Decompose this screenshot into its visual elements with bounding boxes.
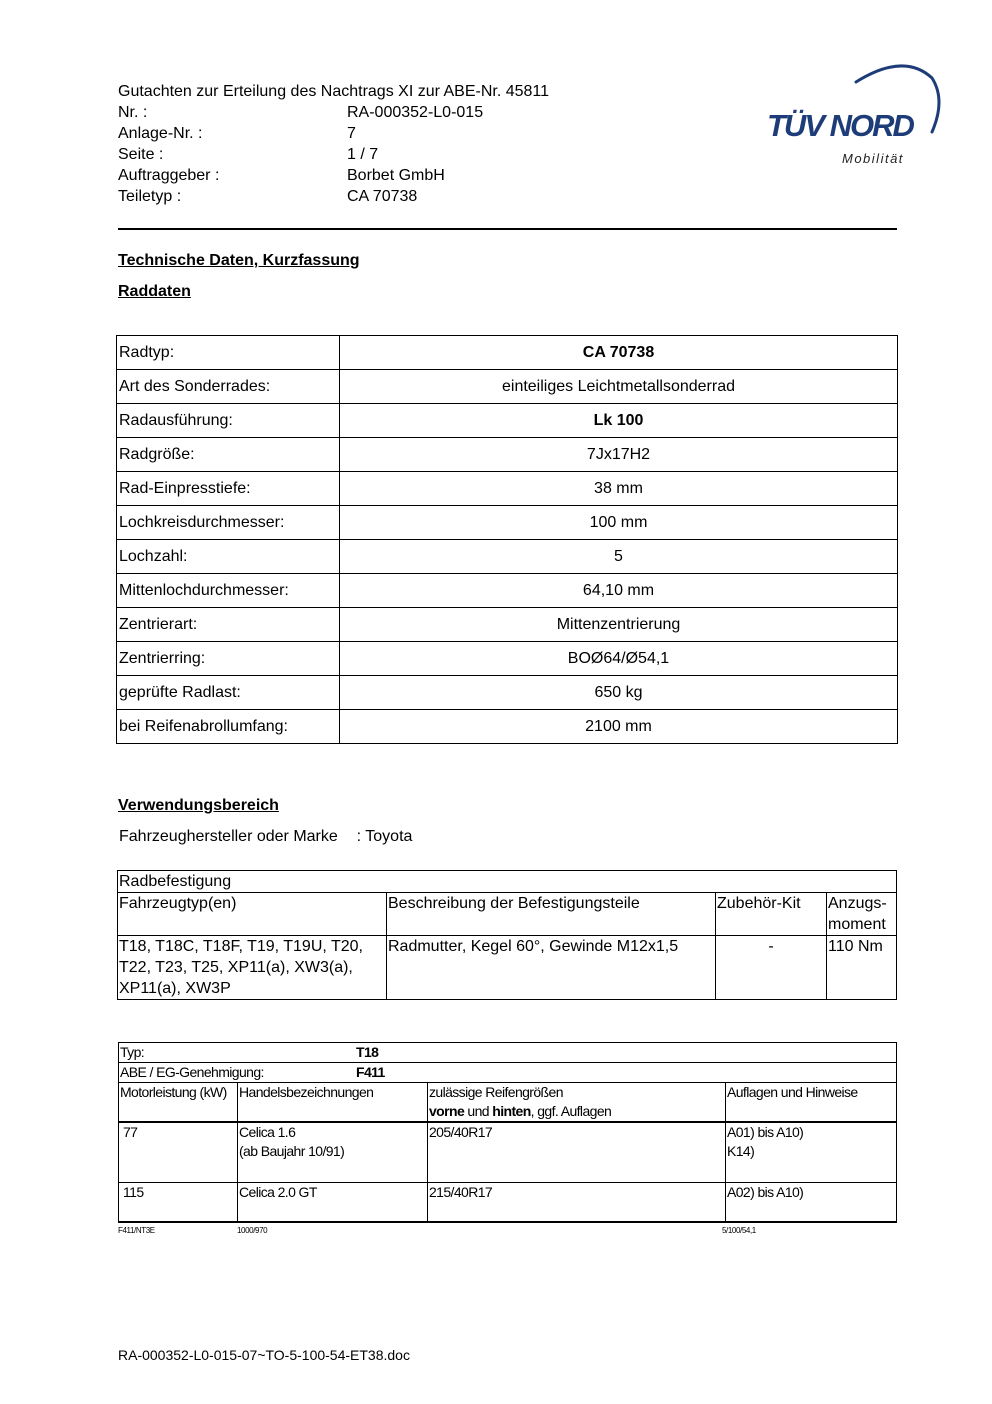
manufacturer-line <box>119 828 412 846</box>
row-label: Lochzahl: <box>117 540 340 574</box>
row-value: 7Jx17H2 <box>340 438 898 472</box>
table-row <box>117 336 898 370</box>
table-row <box>117 438 898 472</box>
tires-header-line1: zulässige Reifengrößen <box>429 1084 563 1100</box>
report-title: Gutachten zur Erteilung des Nachtrags XI zur ABE-Nr. 45811 <box>118 83 550 100</box>
section-title: Technische Daten, Kurzfassung <box>118 252 360 269</box>
row-value: CA 70738 <box>340 336 898 370</box>
header-moment-line1: Anzugs- <box>828 895 887 912</box>
header-cell-tires <box>428 1083 726 1123</box>
notes-line2: K14) <box>727 1143 755 1159</box>
table-row <box>117 472 898 506</box>
table-row <box>118 936 897 1000</box>
header-row-teiletyp <box>118 186 549 207</box>
header-value: CA 70738 <box>347 188 418 205</box>
kit-cell: - <box>716 936 827 1000</box>
row-value: 100 mm <box>340 506 898 540</box>
typ-table <box>118 1042 897 1223</box>
raddaten-table <box>116 335 898 744</box>
row-label: geprüfte Radlast: <box>117 676 340 710</box>
header-cell: Handelsbezeichnungen <box>238 1083 428 1123</box>
logo-wordmark: TÜV NORD <box>767 108 913 143</box>
table-caption: Radbefestigung <box>118 871 897 893</box>
notes-cell: A02) bis A10) <box>726 1183 897 1223</box>
footer-code-right: 5/100/54,1 <box>722 1226 756 1235</box>
row-value: Lk 100 <box>340 404 898 438</box>
table-row <box>118 871 897 893</box>
row-label: Mittenlochdurchmesser: <box>117 574 340 608</box>
tires-rest: , ggf. Auflagen <box>530 1103 612 1119</box>
table-row <box>117 370 898 404</box>
footer-code-left: F411/NT3E <box>118 1226 155 1235</box>
tires-rear: hinten <box>492 1103 531 1119</box>
row-label: Radgröße: <box>117 438 340 472</box>
table-row <box>117 506 898 540</box>
verwendung-title: Verwendungsbereich <box>118 797 279 814</box>
row-value: 5 <box>340 540 898 574</box>
row-label: Art des Sonderrades: <box>117 370 340 404</box>
header-row-seite <box>118 144 549 165</box>
header-cell-moment <box>827 893 897 936</box>
row-label: bei Reifenabrollumfang: <box>117 710 340 744</box>
typ-header-row <box>119 1083 897 1123</box>
header-value: 1 / 7 <box>347 146 379 163</box>
typ-row <box>119 1043 897 1063</box>
header-cell: Motorleistung (kW) <box>119 1083 238 1123</box>
abe-label: ABE / EG-Genehmigung: <box>120 1064 264 1080</box>
header-key: Seite : <box>118 146 164 163</box>
tuev-nord-logo <box>764 60 944 172</box>
manufacturer-label: Fahrzeughersteller oder Marke <box>119 828 338 845</box>
abe-row <box>119 1063 897 1083</box>
row-value: Mittenzentrierung <box>340 608 898 642</box>
manufacturer-value: Toyota <box>365 828 413 845</box>
header-moment-line2: moment <box>828 916 886 933</box>
row-label: Lochkreisdurchmesser: <box>117 506 340 540</box>
table-row <box>117 710 898 744</box>
table-row <box>117 676 898 710</box>
row-label: Radtyp: <box>117 336 340 370</box>
power-cell: 77 <box>119 1122 238 1183</box>
header-divider <box>118 228 897 230</box>
table-row <box>119 1183 897 1223</box>
header-key: Auftraggeber : <box>118 167 220 184</box>
typ-label: Typ: <box>120 1044 145 1060</box>
raddaten-title: Raddaten <box>118 283 191 300</box>
abe-line <box>119 1063 897 1083</box>
header-cell: Beschreibung der Befestigungsteile <box>387 893 716 936</box>
header-value: Borbet GmbH <box>347 167 445 184</box>
table-row <box>117 404 898 438</box>
notes-cell <box>726 1122 897 1183</box>
row-value: 38 mm <box>340 472 898 506</box>
footer-code-middle: 1000/970 <box>237 1226 268 1235</box>
table-header-row <box>118 893 897 936</box>
logo-subtitle: Mobilität <box>842 151 904 166</box>
table-row <box>119 1122 897 1183</box>
manufacturer-separator: : <box>356 828 362 845</box>
row-label: Rad-Einpresstiefe: <box>117 472 340 506</box>
row-value: 2100 mm <box>340 710 898 744</box>
header-row-anlage <box>118 123 549 144</box>
power-cell: 115 <box>119 1183 238 1223</box>
row-value: 64,10 mm <box>340 574 898 608</box>
description-cell: Radmutter, Kegel 60°, Gewinde M12x1,5 <box>387 936 716 1000</box>
header-key: Nr. : <box>118 104 148 121</box>
trade-cell <box>238 1122 428 1183</box>
trade-line2: (ab Baujahr 10/91) <box>239 1143 345 1159</box>
tires-front: vorne <box>429 1103 465 1119</box>
row-label: Zentrierring: <box>117 642 340 676</box>
header-cell: Fahrzeugtyp(en) <box>118 893 387 936</box>
tires-cell: 215/40R17 <box>428 1183 726 1223</box>
document-header <box>118 81 549 207</box>
row-value: einteiliges Leichtmetallsonderrad <box>340 370 898 404</box>
header-row-auftraggeber <box>118 165 549 186</box>
typ-value: T18 <box>356 1044 379 1060</box>
moment-cell: 110 Nm <box>827 936 897 1000</box>
vehicle-types-cell: T18, T18C, T18F, T19, T19U, T20, T22, T23, T25, XP11(a), XW3(a), XP11(a), XW3P <box>118 936 387 1000</box>
trade-cell: Celica 2.0 GT <box>238 1183 428 1223</box>
tires-cell: 205/40R17 <box>428 1122 726 1183</box>
table-row <box>117 642 898 676</box>
table-row <box>117 574 898 608</box>
trade-line1: Celica 1.6 <box>239 1124 296 1140</box>
radbefestigung-table <box>117 870 897 1000</box>
document-filename: RA-000352-L0-015-07~TO-5-100-54-ET38.doc <box>118 1347 410 1363</box>
table-row <box>117 608 898 642</box>
header-row-nr <box>118 102 549 123</box>
typ-line <box>119 1043 897 1063</box>
header-value: 7 <box>347 125 356 142</box>
notes-line1: A01) bis A10) <box>727 1124 804 1140</box>
header-cell: Zubehör-Kit <box>716 893 827 936</box>
row-value: 650 kg <box>340 676 898 710</box>
row-value: BOØ64/Ø54,1 <box>340 642 898 676</box>
table-row <box>117 540 898 574</box>
row-label: Zentrierart: <box>117 608 340 642</box>
tires-and: und <box>464 1103 493 1119</box>
row-label: Radausführung: <box>117 404 340 438</box>
abe-value: F411 <box>356 1064 385 1080</box>
header-cell: Auflagen und Hinweise <box>726 1083 897 1123</box>
header-key: Teiletyp : <box>118 188 182 205</box>
header-value: RA-000352-L0-015 <box>347 104 484 121</box>
header-key: Anlage-Nr. : <box>118 125 203 142</box>
